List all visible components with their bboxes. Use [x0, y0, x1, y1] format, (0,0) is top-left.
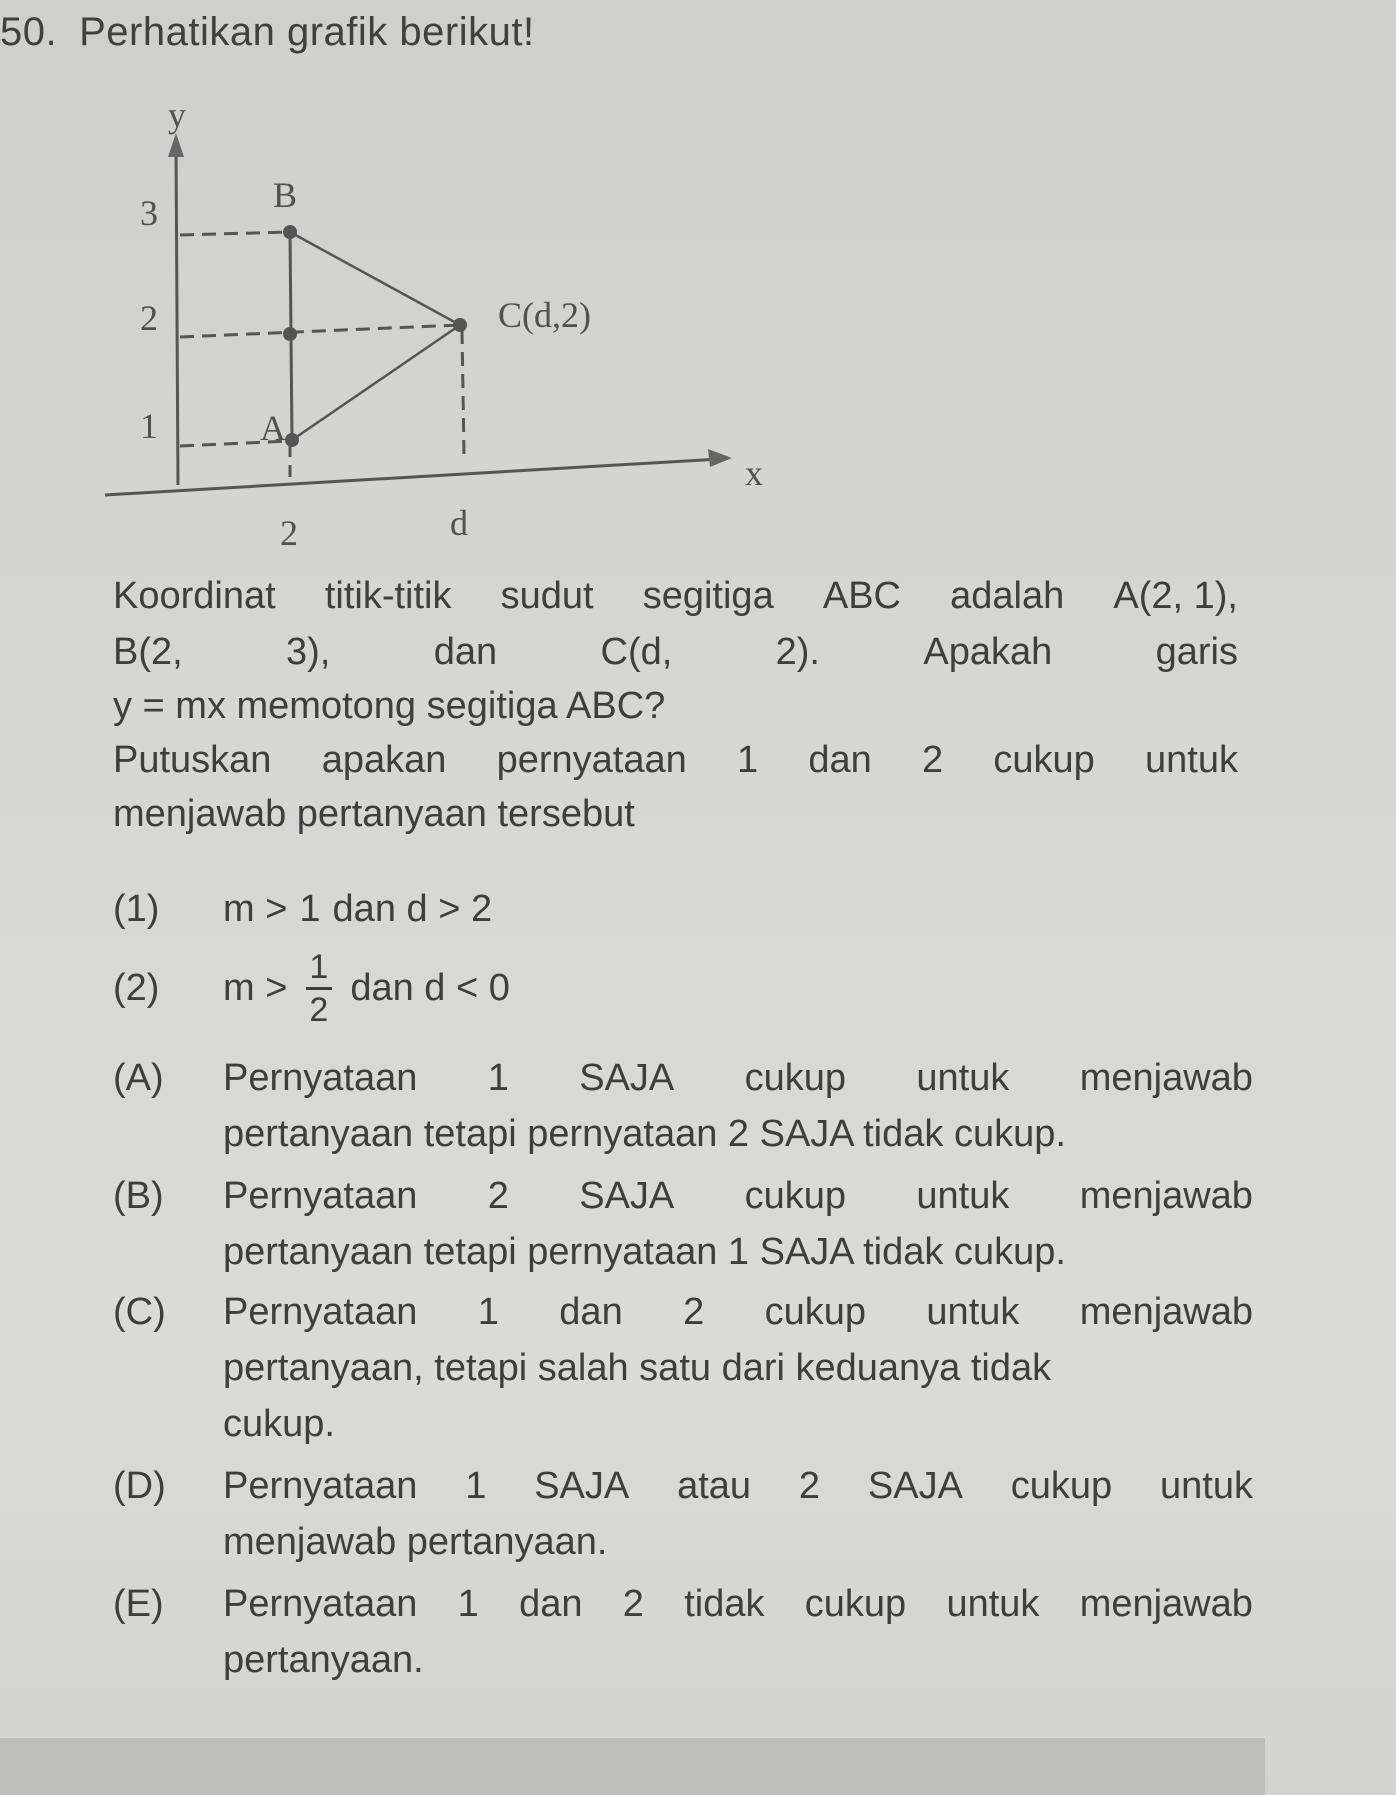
option-a[interactable] — [113, 1050, 1253, 1162]
word: Apakah — [923, 631, 1053, 673]
body-line-4 — [113, 736, 1238, 784]
point-a — [285, 433, 299, 447]
word: untuk — [926, 1291, 1020, 1333]
statement-1 — [113, 888, 492, 931]
word: 1 — [465, 1465, 487, 1507]
math-lhs: m > — [223, 967, 288, 1009]
statement-2 — [113, 950, 510, 1027]
word: dan — [808, 739, 872, 781]
word: untuk — [1145, 739, 1238, 781]
word: Pernyataan — [223, 1057, 418, 1099]
x-axis-label: x — [745, 453, 763, 493]
question-body — [113, 572, 1238, 838]
word: apakan — [321, 739, 447, 781]
word: garis — [1155, 631, 1238, 673]
word: SAJA — [579, 1175, 675, 1217]
option-line: menjawab pertanyaan. — [223, 1521, 608, 1563]
word: menjawab — [1079, 1583, 1253, 1625]
y-axis — [176, 145, 178, 485]
option-letter: (C) — [113, 1291, 166, 1333]
fraction-denominator: 2 — [309, 991, 329, 1029]
word: Pernyataan — [223, 1291, 418, 1333]
word: tidak — [684, 1583, 765, 1625]
math-value: 1 — [299, 888, 321, 930]
option-letter: (E) — [113, 1583, 164, 1625]
word: SAJA — [579, 1057, 675, 1099]
word: cukup — [744, 1175, 847, 1217]
option-letter: (A) — [113, 1057, 164, 1099]
side-ac — [292, 325, 460, 440]
word: cukup — [993, 739, 1095, 781]
word: ABC — [822, 575, 901, 617]
word: untuk — [916, 1057, 1010, 1099]
question-title: Perhatikan grafik berikut! — [79, 10, 535, 54]
x-axis-arrow-icon — [708, 449, 732, 467]
option-text — [223, 1576, 1253, 1688]
word: Putuskan — [113, 739, 272, 781]
word: untuk — [916, 1175, 1010, 1217]
word: titik-titik — [324, 575, 452, 617]
x-tick-2: 2 — [280, 513, 298, 553]
point-c — [453, 318, 467, 332]
word: 2 — [922, 739, 944, 781]
word: Koordinat — [113, 575, 276, 617]
option-line: pertanyaan tetapi pernyataan 1 SAJA tidak cukup. — [223, 1231, 1066, 1273]
word: C(d, — [600, 631, 673, 673]
statement-math — [223, 950, 510, 1027]
word: 1 — [457, 1583, 479, 1625]
word: menjawab — [1079, 1291, 1253, 1333]
option-text — [223, 1284, 1253, 1452]
word: cukup — [1010, 1465, 1113, 1507]
word: A(2, 1), — [1113, 575, 1238, 617]
math-lhs: m > — [223, 888, 288, 930]
option-c[interactable] — [113, 1284, 1253, 1452]
option-d[interactable] — [113, 1458, 1253, 1570]
label-c: C(d,2) — [498, 295, 591, 335]
word: adalah — [950, 575, 1065, 617]
math-rest: dan d > 2 — [332, 888, 493, 930]
word: SAJA — [867, 1465, 963, 1507]
word: 2 — [798, 1465, 821, 1507]
word: dan — [433, 631, 498, 673]
word: 2 — [683, 1291, 705, 1333]
side-bc — [290, 232, 460, 325]
word: cukup — [764, 1291, 867, 1333]
x-axis — [105, 459, 720, 495]
page-shadow-band — [0, 1738, 1265, 1795]
word: SAJA — [534, 1465, 630, 1507]
option-e[interactable] — [113, 1576, 1253, 1688]
word: Pernyataan — [223, 1583, 418, 1625]
option-b[interactable] — [113, 1168, 1253, 1280]
word: B(2, — [113, 631, 183, 673]
statement-label: (1) — [113, 888, 160, 930]
option-letter: (D) — [113, 1465, 166, 1507]
question-number: 50. — [0, 10, 58, 54]
word: 2 — [487, 1175, 509, 1217]
x-tick-d: d — [450, 503, 468, 543]
word: untuk — [1160, 1465, 1253, 1507]
y-tick-1: 1 — [140, 406, 158, 446]
word: Pernyataan — [223, 1465, 418, 1507]
word: cukup — [804, 1583, 907, 1625]
option-line: pertanyaan. — [223, 1639, 424, 1681]
option-text — [223, 1168, 1253, 1280]
statement-label: (2) — [113, 967, 160, 1009]
option-letter: (B) — [113, 1175, 164, 1217]
word: pernyataan — [496, 739, 687, 781]
word: 3), — [286, 631, 331, 673]
fraction-bar — [306, 987, 332, 990]
word: segitiga — [642, 575, 774, 617]
word: 1 — [487, 1057, 509, 1099]
fraction — [305, 950, 332, 1027]
body-line-3: y = mx memotong segitiga ABC? — [113, 685, 666, 727]
body-line-1 — [113, 572, 1238, 620]
y-tick-3: 3 — [140, 193, 158, 233]
option-line: pertanyaan, tetapi salah satu dari keduanya tidak — [223, 1347, 1052, 1389]
question-heading — [0, 10, 535, 55]
word: menjawab — [1079, 1057, 1253, 1099]
word: dan — [559, 1291, 623, 1333]
point-b — [283, 225, 297, 239]
label-a: A — [260, 408, 286, 448]
word: dan — [519, 1583, 583, 1625]
word: 2 — [622, 1583, 644, 1625]
y-tick-2: 2 — [140, 298, 158, 338]
option-line: cukup. — [223, 1403, 335, 1445]
word: 1 — [477, 1291, 499, 1333]
point-midpoint — [283, 327, 297, 341]
word: atau — [677, 1465, 752, 1507]
y-axis-arrow-icon — [168, 133, 184, 157]
option-text — [223, 1458, 1253, 1570]
fraction-numerator: 1 — [309, 948, 329, 986]
option-text — [223, 1050, 1253, 1162]
triangle-graph — [90, 95, 763, 565]
statement-math — [223, 888, 492, 931]
word: cukup — [744, 1057, 847, 1099]
word: 1 — [736, 739, 759, 781]
body-line-2 — [113, 628, 1238, 676]
body-line-5: menjawab pertanyaan tersebut — [113, 793, 635, 835]
word: Pernyataan — [223, 1175, 418, 1217]
option-line: pertanyaan tetapi pernyataan 2 SAJA tidak cukup. — [223, 1113, 1066, 1155]
math-rest: dan d < 0 — [350, 967, 510, 1009]
word: untuk — [946, 1583, 1040, 1625]
word: menjawab — [1079, 1175, 1253, 1217]
label-b: B — [273, 175, 298, 215]
word: sudut — [500, 575, 594, 617]
word: 2). — [775, 631, 820, 673]
y-axis-label: y — [168, 95, 186, 135]
